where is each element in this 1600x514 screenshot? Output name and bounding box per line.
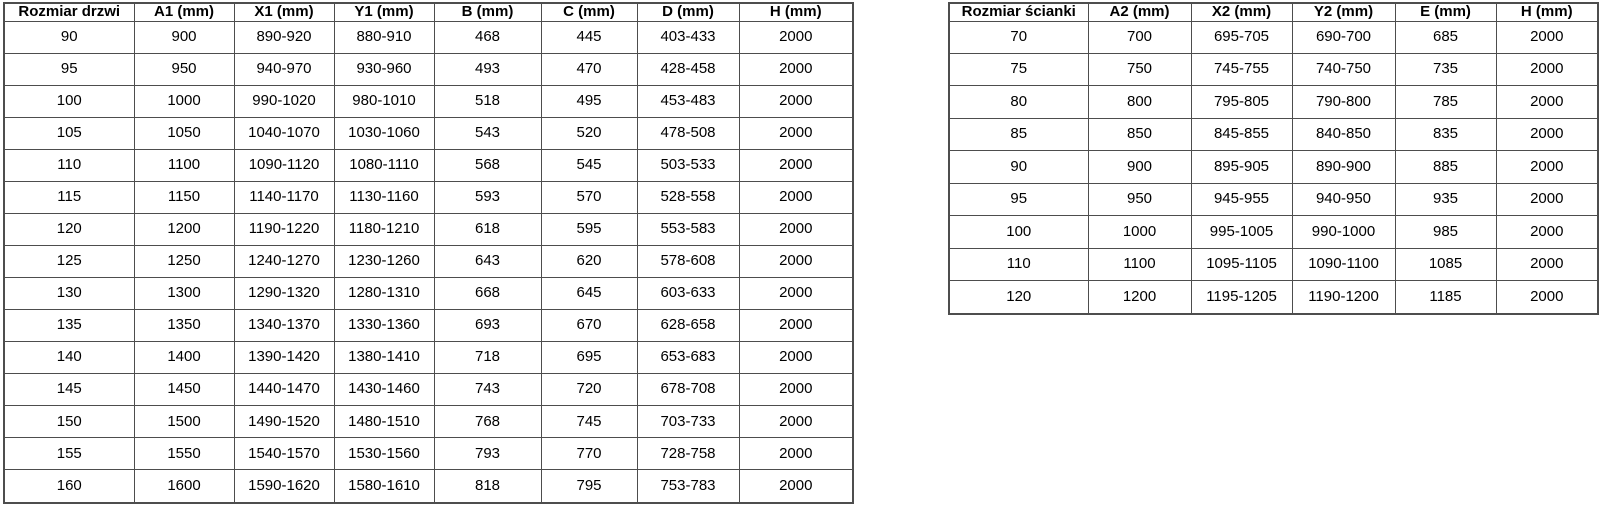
table-cell: 520 [541, 117, 637, 149]
table-row [4, 85, 853, 117]
table-cell: 753-783 [637, 470, 739, 503]
table-cell: 2000 [1496, 248, 1598, 280]
table-cell: 503-533 [637, 149, 739, 181]
table-cell: 1030-1060 [334, 117, 434, 149]
table-cell: 885 [1395, 151, 1496, 183]
table-cell: 700 [1088, 21, 1191, 53]
table-cell: 495 [541, 85, 637, 117]
door-size-table [3, 2, 854, 504]
table-cell: 1350 [134, 310, 234, 342]
column-header: E (mm) [1395, 3, 1496, 21]
table-cell: 1000 [134, 85, 234, 117]
table-cell: 1550 [134, 438, 234, 470]
table-cell: 578-608 [637, 245, 739, 277]
table-cell: 90 [4, 21, 134, 53]
table-cell: 900 [1088, 151, 1191, 183]
table-cell: 995-1005 [1191, 216, 1292, 248]
table-cell: 95 [4, 53, 134, 85]
table-cell: 90 [949, 151, 1088, 183]
table-cell: 445 [541, 21, 637, 53]
table-cell: 2000 [1496, 151, 1598, 183]
table-cell: 620 [541, 245, 637, 277]
table-cell: 553-583 [637, 213, 739, 245]
table-cell: 568 [434, 149, 541, 181]
table-cell: 130 [4, 278, 134, 310]
table-cell: 845-855 [1191, 118, 1292, 150]
table-cell: 1390-1420 [234, 342, 334, 374]
table-cell: 2000 [739, 278, 853, 310]
column-header: X2 (mm) [1191, 3, 1292, 21]
table-cell: 1200 [134, 213, 234, 245]
table-cell: 940-970 [234, 53, 334, 85]
table-cell: 930-960 [334, 53, 434, 85]
table-cell: 110 [949, 248, 1088, 280]
table-cell: 1095-1105 [1191, 248, 1292, 280]
table-cell: 1185 [1395, 281, 1496, 315]
table-cell: 145 [4, 374, 134, 406]
table-cell: 1450 [134, 374, 234, 406]
table-cell: 628-658 [637, 310, 739, 342]
column-header: H (mm) [739, 3, 853, 21]
table-row [4, 406, 853, 438]
table-cell: 603-633 [637, 278, 739, 310]
column-header: Y2 (mm) [1292, 3, 1395, 21]
table-cell: 493 [434, 53, 541, 85]
table-cell: 790-800 [1292, 86, 1395, 118]
column-header: X1 (mm) [234, 3, 334, 21]
column-header: Y1 (mm) [334, 3, 434, 21]
table-cell: 2000 [739, 374, 853, 406]
table-cell: 2000 [739, 438, 853, 470]
table-cell: 2000 [739, 406, 853, 438]
table-cell: 453-483 [637, 85, 739, 117]
table-cell: 935 [1395, 183, 1496, 215]
table-cell: 1490-1520 [234, 406, 334, 438]
table-row [4, 213, 853, 245]
table-cell: 478-508 [637, 117, 739, 149]
table-cell: 745 [541, 406, 637, 438]
table-cell: 653-683 [637, 342, 739, 374]
table-cell: 793 [434, 438, 541, 470]
table-row [4, 374, 853, 406]
table-cell: 125 [4, 245, 134, 277]
column-header: A2 (mm) [1088, 3, 1191, 21]
table-cell: 1200 [1088, 281, 1191, 315]
table-cell: 900 [134, 21, 234, 53]
table-cell: 595 [541, 213, 637, 245]
table-cell: 980-1010 [334, 85, 434, 117]
table-cell: 1300 [134, 278, 234, 310]
table-cell: 770 [541, 438, 637, 470]
table-cell: 100 [949, 216, 1088, 248]
table-row [4, 21, 853, 53]
table-cell: 70 [949, 21, 1088, 53]
table-cell: 2000 [739, 149, 853, 181]
table-cell: 1085 [1395, 248, 1496, 280]
table-cell: 110 [4, 149, 134, 181]
table-cell: 115 [4, 181, 134, 213]
table-cell: 1380-1410 [334, 342, 434, 374]
table-cell: 645 [541, 278, 637, 310]
table-cell: 1080-1110 [334, 149, 434, 181]
table-cell: 80 [949, 86, 1088, 118]
table-cell: 2000 [1496, 216, 1598, 248]
table-row [949, 118, 1598, 150]
table-cell: 2000 [1496, 118, 1598, 150]
table-cell: 1280-1310 [334, 278, 434, 310]
table-cell: 750 [1088, 53, 1191, 85]
table-row [4, 149, 853, 181]
table-cell: 818 [434, 470, 541, 503]
table-cell: 768 [434, 406, 541, 438]
table-cell: 470 [541, 53, 637, 85]
table-cell: 743 [434, 374, 541, 406]
table-cell: 795-805 [1191, 86, 1292, 118]
table-cell: 840-850 [1292, 118, 1395, 150]
table-cell: 543 [434, 117, 541, 149]
table-cell: 695 [541, 342, 637, 374]
table-cell: 2000 [739, 117, 853, 149]
table-cell: 690-700 [1292, 21, 1395, 53]
table-cell: 2000 [739, 470, 853, 503]
table-row [4, 53, 853, 85]
table-cell: 2000 [1496, 281, 1598, 315]
table-row [4, 310, 853, 342]
table-cell: 85 [949, 118, 1088, 150]
table-cell: 2000 [739, 213, 853, 245]
table-row [4, 245, 853, 277]
table-cell: 1290-1320 [234, 278, 334, 310]
table-cell: 528-558 [637, 181, 739, 213]
table-cell: 570 [541, 181, 637, 213]
table-cell: 95 [949, 183, 1088, 215]
table-cell: 678-708 [637, 374, 739, 406]
table-cell: 1600 [134, 470, 234, 503]
table-cell: 1540-1570 [234, 438, 334, 470]
table-cell: 140 [4, 342, 134, 374]
table-cell: 1130-1160 [334, 181, 434, 213]
table-row [4, 278, 853, 310]
table-cell: 1100 [1088, 248, 1191, 280]
header-row [949, 3, 1598, 21]
table-cell: 1150 [134, 181, 234, 213]
side-wall-size-table [948, 2, 1599, 315]
table-cell: 618 [434, 213, 541, 245]
table-cell: 1190-1220 [234, 213, 334, 245]
header-row [4, 3, 853, 21]
table-cell: 1100 [134, 149, 234, 181]
column-header: H (mm) [1496, 3, 1598, 21]
table-row [949, 151, 1598, 183]
table-cell: 1440-1470 [234, 374, 334, 406]
table-cell: 740-750 [1292, 53, 1395, 85]
table-cell: 2000 [739, 21, 853, 53]
table-cell: 945-955 [1191, 183, 1292, 215]
table-cell: 120 [949, 281, 1088, 315]
table-cell: 2000 [1496, 86, 1598, 118]
column-header: Rozmiar ścianki [949, 3, 1088, 21]
table-cell: 718 [434, 342, 541, 374]
table-cell: 695-705 [1191, 21, 1292, 53]
table-row [949, 86, 1598, 118]
table-cell: 745-755 [1191, 53, 1292, 85]
table-cell: 1090-1120 [234, 149, 334, 181]
table-cell: 1090-1100 [1292, 248, 1395, 280]
table-cell: 428-458 [637, 53, 739, 85]
table-cell: 2000 [739, 245, 853, 277]
table-cell: 985 [1395, 216, 1496, 248]
table-cell: 1000 [1088, 216, 1191, 248]
table-cell: 2000 [1496, 183, 1598, 215]
table-cell: 2000 [739, 53, 853, 85]
table-cell: 880-910 [334, 21, 434, 53]
table-cell: 2000 [739, 342, 853, 374]
table-row [949, 281, 1598, 315]
table-row [949, 21, 1598, 53]
table-cell: 668 [434, 278, 541, 310]
table-cell: 150 [4, 406, 134, 438]
table-cell: 1330-1360 [334, 310, 434, 342]
column-header: C (mm) [541, 3, 637, 21]
table-cell: 2000 [1496, 21, 1598, 53]
table-cell: 518 [434, 85, 541, 117]
table-row [949, 183, 1598, 215]
table-cell: 895-905 [1191, 151, 1292, 183]
table-cell: 75 [949, 53, 1088, 85]
table-cell: 468 [434, 21, 541, 53]
table-cell: 160 [4, 470, 134, 503]
table-cell: 2000 [739, 85, 853, 117]
table-cell: 1580-1610 [334, 470, 434, 503]
table-cell: 693 [434, 310, 541, 342]
table-cell: 1195-1205 [1191, 281, 1292, 315]
table-row [4, 342, 853, 374]
table-cell: 835 [1395, 118, 1496, 150]
table-row [949, 216, 1598, 248]
table-cell: 950 [1088, 183, 1191, 215]
table-cell: 1140-1170 [234, 181, 334, 213]
table-cell: 670 [541, 310, 637, 342]
table-cell: 1500 [134, 406, 234, 438]
table-row [949, 53, 1598, 85]
table-cell: 800 [1088, 86, 1191, 118]
table-cell: 1250 [134, 245, 234, 277]
table-cell: 2000 [739, 181, 853, 213]
table-cell: 990-1020 [234, 85, 334, 117]
table-row [4, 470, 853, 503]
table-row [4, 117, 853, 149]
table-cell: 105 [4, 117, 134, 149]
table-cell: 120 [4, 213, 134, 245]
table-cell: 1480-1510 [334, 406, 434, 438]
table-cell: 890-920 [234, 21, 334, 53]
table-cell: 643 [434, 245, 541, 277]
table-cell: 403-433 [637, 21, 739, 53]
table-cell: 850 [1088, 118, 1191, 150]
column-header: Rozmiar drzwi [4, 3, 134, 21]
table-cell: 1240-1270 [234, 245, 334, 277]
table-cell: 990-1000 [1292, 216, 1395, 248]
table-cell: 1180-1210 [334, 213, 434, 245]
table-row [4, 438, 853, 470]
table-cell: 2000 [739, 310, 853, 342]
table-cell: 135 [4, 310, 134, 342]
table-cell: 1430-1460 [334, 374, 434, 406]
table-cell: 1190-1200 [1292, 281, 1395, 315]
table-row [949, 248, 1598, 280]
table-cell: 795 [541, 470, 637, 503]
table-cell: 950 [134, 53, 234, 85]
column-header: A1 (mm) [134, 3, 234, 21]
table-cell: 2000 [1496, 53, 1598, 85]
table-cell: 593 [434, 181, 541, 213]
table-cell: 940-950 [1292, 183, 1395, 215]
column-header: D (mm) [637, 3, 739, 21]
table-cell: 1590-1620 [234, 470, 334, 503]
table-cell: 1400 [134, 342, 234, 374]
table-cell: 1040-1070 [234, 117, 334, 149]
table-cell: 735 [1395, 53, 1496, 85]
table-row [4, 181, 853, 213]
table-cell: 703-733 [637, 406, 739, 438]
table-cell: 890-900 [1292, 151, 1395, 183]
table-cell: 720 [541, 374, 637, 406]
table-cell: 1050 [134, 117, 234, 149]
table-cell: 545 [541, 149, 637, 181]
table-cell: 1530-1560 [334, 438, 434, 470]
column-header: B (mm) [434, 3, 541, 21]
table-cell: 785 [1395, 86, 1496, 118]
table-cell: 685 [1395, 21, 1496, 53]
table-cell: 1340-1370 [234, 310, 334, 342]
table-cell: 1230-1260 [334, 245, 434, 277]
table-cell: 728-758 [637, 438, 739, 470]
table-cell: 155 [4, 438, 134, 470]
table-cell: 100 [4, 85, 134, 117]
